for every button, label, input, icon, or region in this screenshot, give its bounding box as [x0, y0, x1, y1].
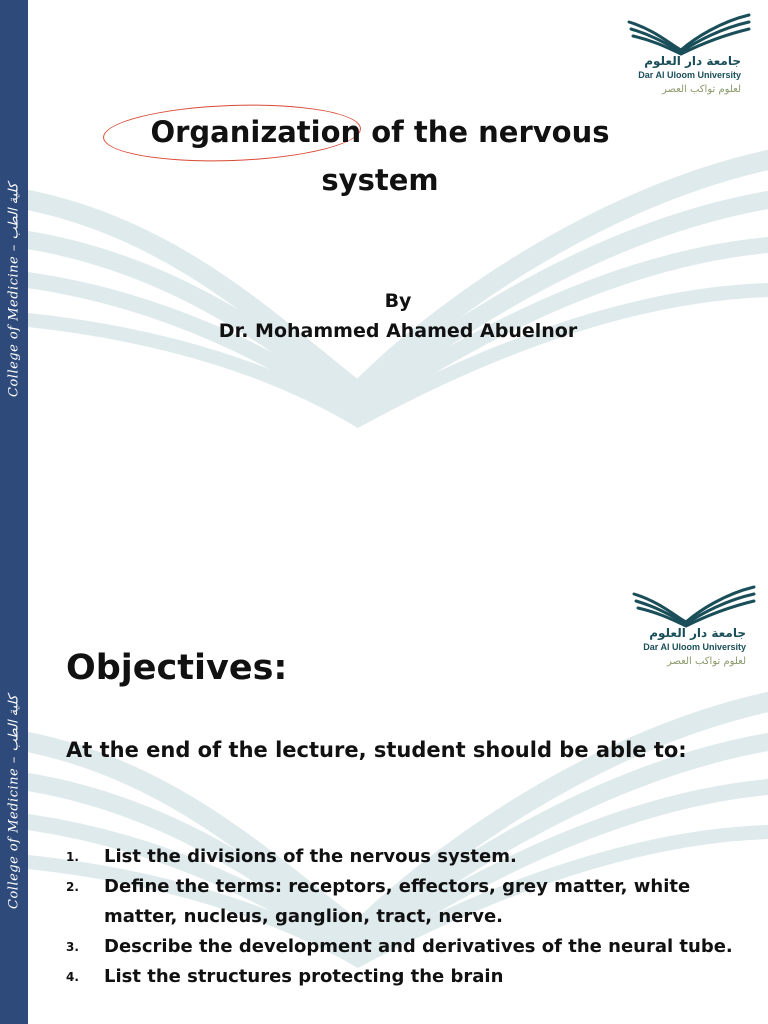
logo-wave-icon	[630, 584, 760, 629]
list-item	[66, 872, 746, 932]
author-block	[100, 286, 696, 346]
list-item	[66, 962, 746, 992]
list-item-text: Describe the development and derivatives of the neural tube.	[104, 936, 733, 957]
logo-english-name: Dar Al Uloom University	[638, 70, 741, 80]
by-label: By	[384, 290, 412, 312]
title-line-1: Organization of the nervous	[150, 115, 610, 149]
list-item-number: 2.	[66, 880, 79, 894]
list-item-number: 4.	[66, 970, 79, 984]
objectives-intro: At the end of the lecture, student should be able to:	[66, 738, 687, 762]
sidebar-label: College of Medicine – كلية الطب	[6, 183, 22, 397]
list-item	[66, 842, 746, 872]
slide-title-text	[100, 108, 660, 204]
sidebar	[0, 512, 28, 1024]
objectives-list	[66, 842, 746, 992]
author-name: Dr. Mohammed Ahamed Abuelnor	[218, 320, 578, 342]
logo-tagline: لعلوم تواكب العصر	[666, 656, 746, 667]
logo-wave-icon	[625, 12, 755, 57]
sidebar	[0, 0, 28, 512]
slide-objectives	[0, 512, 768, 1024]
list-item-number: 3.	[66, 940, 79, 954]
logo-arabic-name: جامعة دار العلوم	[644, 54, 741, 68]
list-item-text: List the divisions of the nervous system.	[104, 846, 517, 867]
logo-arabic-name: جامعة دار العلوم	[649, 626, 746, 640]
university-logo	[630, 584, 760, 684]
title-line-2: system	[321, 163, 439, 197]
list-item-text: List the structures protecting the brain	[104, 966, 504, 987]
list-item-number: 1.	[66, 850, 79, 864]
logo-english-name: Dar Al Uloom University	[643, 642, 746, 652]
sidebar-label: College of Medicine – كلية الطب	[6, 695, 22, 909]
list-item-text: Define the terms: receptors, effectors, grey matter, white matter, nucleus, ganglion, tract, nerve.	[104, 876, 691, 927]
list-item	[66, 932, 746, 962]
logo-tagline: لعلوم تواكب العصر	[661, 84, 741, 95]
university-logo	[625, 12, 755, 112]
objectives-heading: Objectives:	[66, 648, 288, 688]
